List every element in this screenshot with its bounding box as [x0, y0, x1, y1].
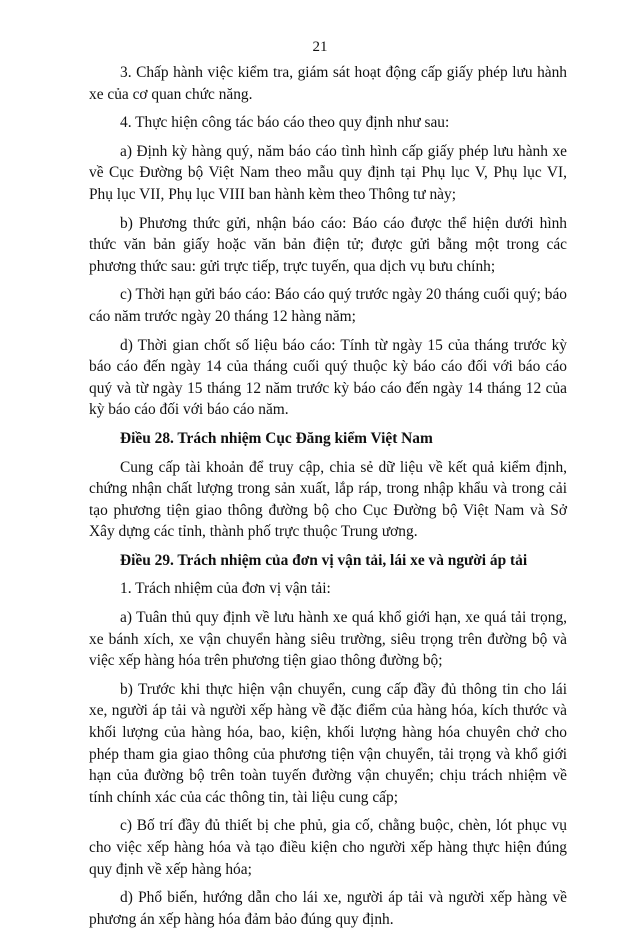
clause-4d-paragraph: d) Thời gian chốt số liệu báo cáo: Tính từ ngày 15 của tháng trước kỳ báo cáo đến ngày 14 của tháng cuối quý thuộc kỳ báo cáo đối với báo cáo quý và từ ngày 15 tháng 12 năm trước kỳ báo cáo đến ngày 14 tháng 12 của kỳ báo cáo đối với báo cáo năm. — [89, 336, 567, 419]
article-28-heading: Điều 28. Trách nhiệm Cục Đăng kiểm Việt Nam — [120, 429, 433, 447]
clause-4b-paragraph: b) Phương thức gửi, nhận báo cáo: Báo cáo được thể hiện dưới hình thức văn bản giấy hoặc văn bản điện tử; được gửi bằng một trong các phương thức sau: gửi trực tiếp, trực tuyến, qua dịch vụ bưu chính; — [89, 214, 567, 275]
article-29-clause-1a-paragraph: a) Tuân thủ quy định về lưu hành xe quá khổ giới hạn, xe quá tải trọng, xe bánh xích, xe vận chuyển hàng siêu trường, siêu trọng trên đường bộ và việc xếp hàng hóa trên phương tiện giao thông đường bộ; — [89, 609, 567, 670]
clause-4a-paragraph: a) Định kỳ hàng quý, năm báo cáo tình hình cấp giấy phép lưu hành xe về Cục Đường bộ Việt Nam theo mẫu quy định tại Phụ lục V, Phụ lục VI, Phụ lục VII, Phụ lục VIII ban hành kèm theo Thông tư này; — [89, 142, 567, 203]
article-29-heading: Điều 29. Trách nhiệm của đơn vị vận tải, lái xe và người áp tải — [120, 551, 528, 569]
article-29-clause-1b-paragraph: b) Trước khi thực hiện vận chuyển, cung cấp đầy đủ thông tin cho lái xe, người áp tải và người xếp hàng về đặc điểm của hàng hóa, kích thước và khối lượng của hàng hóa, bao, kiện, khối lượng hàng hóa chuyên chở cho phép tham gia giao thông của phương tiện vận chuyển, tải trọng và khổ giới hạn của đường bộ trên toàn tuyến đường vận chuyển; chịu trách nhiệm về tính chính xác của các thông tin, tài liệu cung cấp; — [89, 680, 567, 806]
page-number: 21 — [312, 39, 328, 55]
article-29-clause-1-paragraph: 1. Trách nhiệm của đơn vị vận tải: — [120, 580, 331, 598]
document-body — [89, 62, 567, 937]
article-29-clause-1c-paragraph: c) Bố trí đầy đủ thiết bị che phủ, gia cố, chằng buộc, chèn, lót phục vụ cho việc xếp hàng hóa và tạo điều kiện cho người xếp hàng thực hiện đúng quy định về xếp hàng hóa; — [89, 817, 567, 878]
article-28-paragraph: Cung cấp tài khoản để truy cập, chia sẻ dữ liệu về kết quả kiểm định, chứng nhận chất lượng trong sản xuất, lắp ráp, trong nhập khẩu và trong cải tạo phương tiện giao thông đường bộ cho Cục Đường bộ Việt Nam và Sở Xây dựng các tỉnh, thành phố trực thuộc Trung ương. — [89, 458, 567, 541]
article-29-clause-1d-paragraph: d) Phổ biến, hướng dẫn cho lái xe, người áp tải và người xếp hàng về phương án xếp hàng hóa đảm bảo đúng quy định. — [89, 889, 567, 928]
clause-4c-paragraph: c) Thời hạn gửi báo cáo: Báo cáo quý trước ngày 20 tháng cuối quý; báo cáo năm trước ngày 20 tháng 12 hàng năm; — [89, 286, 567, 325]
clause-4-paragraph: 4. Thực hiện công tác báo cáo theo quy định như sau: — [120, 114, 450, 132]
clause-3-paragraph: 3. Chấp hành việc kiểm tra, giám sát hoạt động cấp giấy phép lưu hành xe của cơ quan chức năng. — [89, 64, 567, 103]
